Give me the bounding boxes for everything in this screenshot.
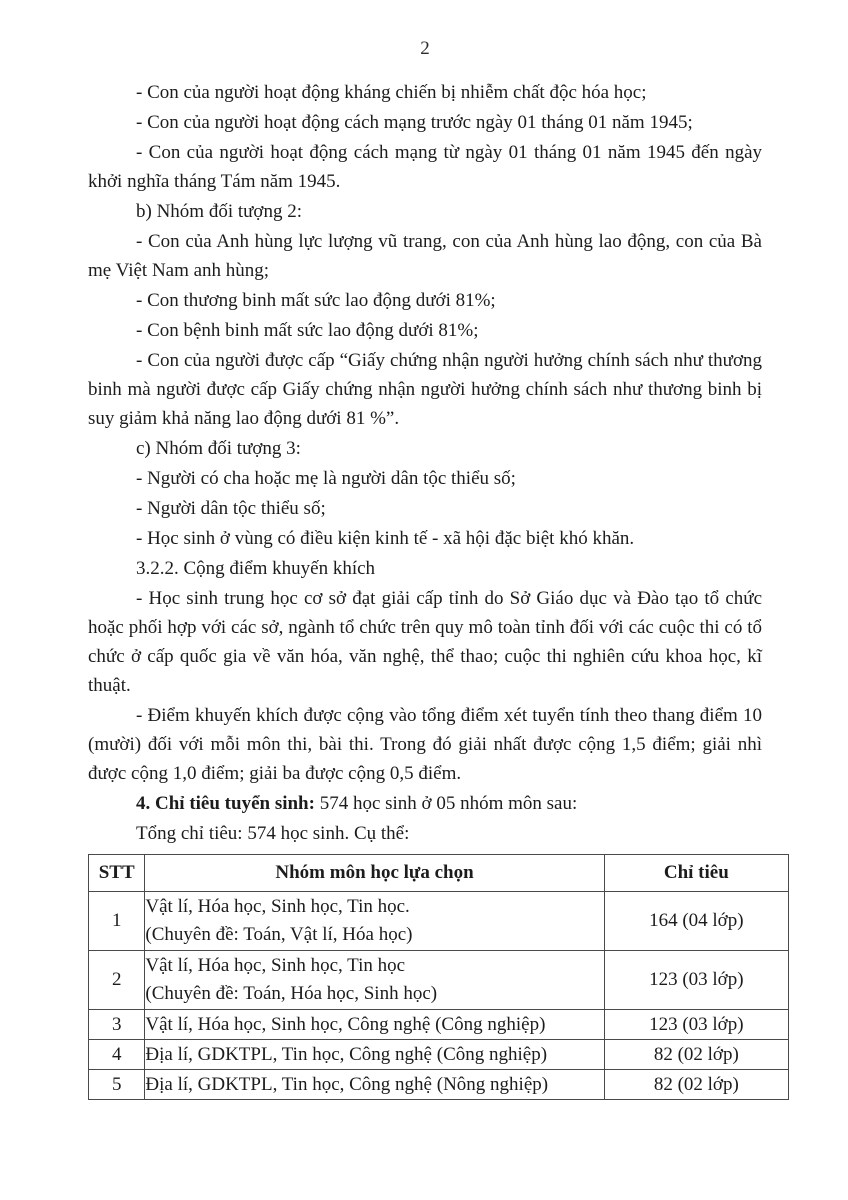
row-1-quota: 164 (04 lớp) [604,892,788,951]
heading-group-2: b) Nhóm đối tượng 2: [136,201,303,222]
paragraph-sick-soldier: - Con bệnh binh mất sức lao động dưới 81%; [136,320,479,341]
paragraph-ethnic-parent: - Người có cha hoặc mẹ là người dân tộc thiểu số; [136,468,516,489]
quota-table-row-4 [89,1040,789,1070]
row-2-special-topics: (Chuyên đề: Toán, Hóa học, Sinh học) [145,983,438,1004]
row-4-subjects: Địa lí, GDKTPL, Tin học, Công nghệ (Công nghiệp) [145,1043,548,1065]
row-3-subject-group [145,1010,604,1040]
row-2-subject-group [145,951,604,1010]
row-3-stt: 3 [89,1010,145,1040]
quota-table [88,854,789,1100]
row-1-subjects: Vật lí, Hóa học, Sinh học, Tin học. [145,896,410,917]
page-number: 2 [420,38,430,59]
paragraph-hero-children: - Con của Anh hùng lực lượng vũ trang, con của Anh hùng lao động, con của Bà mẹ Việt Nam anh hùng; [88,231,762,281]
paragraph-total-quota: Tổng chỉ tiêu: 574 học sinh. Cụ thể: [136,823,410,844]
row-1-subject-group [145,892,604,951]
quota-table-row-5 [89,1070,789,1100]
row-4-subject-group [145,1040,604,1070]
paragraph-bonus-scale: - Điểm khuyến khích được cộng vào tổng điểm xét tuyển tính theo thang điểm 10 (mười) đối với mỗi môn thi, bài thi. Trong đó giải nhất được cộng 1,5 điểm; giải nhì được cộng 1,0 điểm; giải ba được cộng 0,5 điểm. [88,705,762,784]
row-2-quota: 123 (03 lớp) [604,951,788,1010]
row-4-stt: 4 [89,1040,145,1070]
heading-bonus-points: 3.2.2. Cộng điểm khuyến khích [136,558,376,579]
paragraph-provincial-prize: - Học sinh trung học cơ sở đạt giải cấp tỉnh do Sở Giáo dục và Đào tạo tổ chức hoặc phối hợp với các sở, ngành tổ chức trên quy mô toàn tỉnh đối với các cuộc thi có tổ chức ở cấp quốc gia về văn hóa, văn nghệ, thể thao; cuộc thi nghiên cứu khoa học, kĩ thuật. [88,588,762,696]
header-subject-group: Nhóm môn học lựa chọn [145,855,604,892]
heading-enrollment-quota [88,789,762,818]
header-stt: STT [89,855,145,892]
row-3-quota: 123 (03 lớp) [604,1010,788,1040]
row-5-quota: 82 (02 lớp) [604,1070,788,1100]
row-5-stt: 5 [89,1070,145,1100]
paragraph-1945-august: - Con của người hoạt động cách mạng từ ngày 01 tháng 01 năm 1945 đến ngày khởi nghĩa tháng Tám năm 1945. [88,142,762,192]
row-5-subject-group [145,1070,604,1100]
row-1-special-topics: (Chuyên đề: Toán, Vật lí, Hóa học) [145,924,413,945]
paragraph-pre-1945: - Con của người hoạt động cách mạng trước ngày 01 tháng 01 năm 1945; [136,112,693,133]
document-body [88,78,762,848]
paragraph-policy-certificate: - Con của người được cấp “Giấy chứng nhận người hưởng chính sách như thương binh mà người được cấp Giấy chứng nhận người hưởng chính sách như thương binh bị suy giảm khả năng lao động dưới 81 %”. [88,350,762,429]
quota-table-row-2 [89,951,789,1010]
row-4-quota: 82 (02 lớp) [604,1040,788,1070]
quota-table-row-1 [89,892,789,951]
row-3-subjects: Vật lí, Hóa học, Sinh học, Công nghệ (Công nghiệp) [145,1013,546,1035]
quota-table-row-3 [89,1010,789,1040]
row-2-subjects: Vật lí, Hóa học, Sinh học, Tin học [145,955,406,976]
row-5-subjects: Địa lí, GDKTPL, Tin học, Công nghệ (Nông nghiệp) [145,1073,549,1095]
paragraph-difficult-region: - Học sinh ở vùng có điều kiện kinh tế - xã hội đặc biệt khó khăn. [136,528,635,549]
paragraph-ethnic-minority: - Người dân tộc thiểu số; [136,498,326,519]
enrollment-quota-label: 4. Chỉ tiêu tuyển sinh: [136,793,315,814]
enrollment-quota-value: 574 học sinh ở 05 nhóm môn sau: [319,793,578,814]
paragraph-agent-orange: - Con của người hoạt động kháng chiến bị nhiễm chất độc hóa học; [136,82,647,103]
row-2-stt: 2 [89,951,145,1010]
header-quota: Chỉ tiêu [604,855,788,892]
heading-group-3: c) Nhóm đối tượng 3: [136,438,301,459]
row-1-stt: 1 [89,892,145,951]
quota-table-header-row [89,855,789,892]
paragraph-war-invalid: - Con thương binh mất sức lao động dưới 81%; [136,290,496,311]
